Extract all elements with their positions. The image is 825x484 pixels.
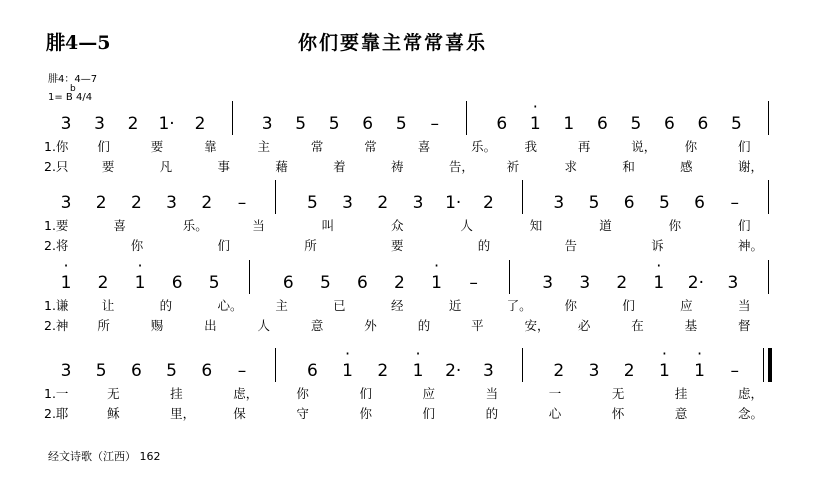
- lyric-verse1: 无: [107, 386, 120, 401]
- note: 6: [694, 193, 705, 213]
- note: 6: [496, 114, 508, 134]
- barline: [232, 101, 233, 135]
- final-barline-thin: [763, 348, 764, 382]
- lyric-verse1: 1.你: [44, 139, 69, 154]
- lyric-verse2: 求: [564, 159, 578, 174]
- note: 3: [94, 114, 105, 134]
- lyric-verse2: 安，: [524, 318, 550, 333]
- note: 3: [60, 361, 72, 381]
- note: 5: [319, 273, 331, 293]
- song-title: 你们要靠主常常喜乐: [298, 32, 488, 54]
- lyric-verse2: 必: [577, 318, 591, 333]
- lyric-verse1: 众: [391, 218, 404, 233]
- barline: [768, 101, 769, 135]
- note: 6: [697, 114, 709, 134]
- lyric-verse1: 我: [524, 139, 537, 154]
- lyric-verse1: 挂: [674, 386, 688, 401]
- note: 6: [362, 114, 374, 134]
- note: 5: [166, 361, 177, 381]
- lyric-verse2: 在: [631, 318, 644, 333]
- barline: [249, 260, 250, 294]
- lyric-verse2: 守: [296, 406, 309, 421]
- lyric-verse1: 们: [359, 386, 372, 401]
- note: 6: [623, 193, 635, 213]
- lyric-verse2: 事: [217, 159, 231, 174]
- source-footer: 经文诗歌（江西） 162: [48, 450, 161, 463]
- note: 6: [356, 273, 368, 293]
- note: 3: [261, 114, 273, 134]
- note: · 1: [130, 272, 150, 294]
- lyric-verse1: 道: [599, 218, 612, 233]
- barline: [522, 348, 523, 382]
- note: · 1: [56, 272, 76, 294]
- lyric-verse2: 出: [204, 318, 217, 333]
- lyric-verse1: 你: [564, 298, 578, 313]
- note: 6: [201, 361, 213, 381]
- song-code: 腓4—5: [46, 32, 111, 54]
- lyric-verse1: 再: [577, 139, 591, 154]
- lyric-verse1: 说，: [631, 139, 657, 154]
- lyric-verse1: 主: [257, 139, 271, 154]
- lyric-verse2: 所: [97, 318, 110, 333]
- lyric-verse2: 的: [417, 318, 431, 333]
- note: 5: [630, 114, 642, 134]
- lyric-verse1: 们: [738, 139, 751, 154]
- lyric-verse1: 当: [252, 218, 265, 233]
- lyric-verse2: 稣: [107, 406, 120, 421]
- note: 2: [201, 193, 213, 213]
- lyric-verse1: 们: [622, 298, 635, 313]
- note: 2: [130, 193, 142, 213]
- lyric-verse1: 喜: [113, 218, 126, 233]
- lyric-verse2: 里，: [170, 406, 196, 421]
- lyric-verse2: 2.耶: [44, 406, 69, 421]
- lyric-verse2: 的: [477, 238, 491, 253]
- lyric-verse1: 应: [680, 298, 693, 313]
- note: 3: [166, 193, 177, 213]
- note: –: [237, 361, 247, 381]
- lyric-verse2: 基: [684, 318, 698, 333]
- lyric-verse1: 要: [150, 139, 164, 154]
- note: 3: [60, 193, 72, 213]
- note: 5: [588, 193, 600, 213]
- lyric-verse2: 藉: [275, 159, 288, 174]
- lyric-verse1: 靠: [204, 139, 217, 154]
- lyric-verse1: 你: [668, 218, 682, 233]
- lyric-verse2: 和: [622, 159, 635, 174]
- lyric-verse1: 挂: [170, 386, 183, 401]
- note: 6: [130, 361, 142, 381]
- lyric-verse1: 乐。: [471, 139, 497, 154]
- lyric-verse2: 心: [548, 406, 562, 421]
- note: 2: [623, 361, 635, 381]
- lyric-verse1: 知: [529, 218, 543, 233]
- lyric-verse2: 神。: [738, 238, 764, 253]
- lyric-verse2: 念。: [738, 406, 764, 421]
- note: 6: [596, 114, 608, 134]
- note: 3: [482, 361, 494, 381]
- lyric-verse1: 喜: [417, 139, 431, 154]
- lyric-verse2: 凡: [159, 159, 173, 174]
- note: 6: [282, 273, 294, 293]
- lyric-verse1: 让: [101, 298, 115, 313]
- note: 5: [731, 114, 742, 134]
- note: 1: [563, 114, 575, 134]
- lyric-verse2: 人: [257, 318, 271, 333]
- lyric-verse2: 祈: [506, 159, 520, 174]
- lyric-verse1: 当: [485, 386, 499, 401]
- lyric-verse2: 们: [422, 406, 436, 421]
- note: 2: [97, 273, 109, 293]
- note: 5: [395, 114, 407, 134]
- note: · 1: [525, 113, 545, 135]
- lyric-verse1: 虑，: [233, 386, 259, 401]
- lyric-verse2: 诉: [651, 238, 664, 253]
- note: 2: [194, 114, 206, 134]
- note: 6: [664, 114, 675, 134]
- note: 2: [553, 361, 565, 381]
- lyric-verse1: 已: [333, 298, 346, 313]
- note: –: [730, 361, 740, 381]
- lyric-verse1: 虑，: [738, 386, 764, 401]
- lyric-verse1: 1.谦: [44, 298, 69, 313]
- flat-sign: b: [70, 84, 76, 94]
- lyric-verse1: 的: [159, 298, 173, 313]
- note: 3: [542, 273, 554, 293]
- note: 5: [306, 193, 318, 213]
- note: · 1: [338, 360, 358, 382]
- lyric-verse2: 感: [680, 159, 693, 174]
- lyric-verse1: 经: [391, 298, 404, 313]
- lyric-verse2: 外: [364, 318, 377, 333]
- lyric-verse2: 的: [485, 406, 499, 421]
- lyric-verse2: 们: [217, 238, 231, 253]
- note: 2·: [687, 273, 704, 293]
- note: 6: [171, 273, 183, 293]
- note: 5: [208, 273, 220, 293]
- lyric-verse1: 无: [611, 386, 625, 401]
- note: · 1: [427, 272, 447, 294]
- lyric-verse2: 你: [130, 238, 144, 253]
- note: 3: [588, 361, 600, 381]
- lyric-verse1: 你: [684, 139, 698, 154]
- lyric-verse1: 应: [422, 386, 436, 401]
- note: · 1: [654, 360, 674, 382]
- note: 6: [306, 361, 318, 381]
- lyric-verse2: 谢，: [738, 159, 764, 174]
- note: 3: [60, 114, 72, 134]
- note: 2: [127, 114, 139, 134]
- barline: [466, 101, 467, 135]
- lyric-verse1: 你: [296, 386, 309, 401]
- note: –: [430, 114, 439, 134]
- note: 3: [342, 193, 353, 213]
- note: 2: [394, 273, 405, 293]
- lyric-verse1: 人: [460, 218, 473, 233]
- note: 5: [328, 114, 340, 134]
- lyric-verse2: 你: [359, 406, 372, 421]
- lyric-verse1: 心。: [217, 298, 243, 313]
- lyric-verse2: 赐: [150, 318, 164, 333]
- lyric-verse1: 常: [364, 139, 377, 154]
- lyric-verse2: 2.只: [44, 159, 69, 174]
- lyric-verse1: 1.一: [44, 386, 69, 401]
- lyric-verse2: 着: [333, 159, 346, 174]
- lyric-verse1: 近: [448, 298, 462, 313]
- lyric-verse2: 所: [304, 238, 317, 253]
- note: · 1: [408, 360, 428, 382]
- lyric-verse2: 督: [738, 318, 751, 333]
- lyric-verse2: 平: [471, 318, 484, 333]
- lyric-verse2: 告: [564, 238, 578, 253]
- note: 5: [295, 114, 307, 134]
- lyric-verse1: 一: [548, 386, 562, 401]
- note: 2: [482, 193, 494, 213]
- final-barline: [768, 348, 772, 382]
- lyric-verse1: 1.要: [44, 218, 69, 233]
- scripture-ref: 腓4：4—7: [48, 74, 98, 85]
- note: –: [730, 193, 740, 213]
- lyric-verse2: 要: [391, 238, 404, 253]
- note: 2: [377, 193, 389, 213]
- note: 3: [553, 193, 565, 213]
- lyric-verse2: 怀: [611, 406, 625, 421]
- note: 2: [377, 361, 389, 381]
- note: 2·: [445, 361, 462, 381]
- barline: [768, 260, 769, 294]
- barline: [275, 348, 276, 382]
- lyric-verse2: 2.神: [44, 318, 69, 333]
- lyric-verse1: 当: [738, 298, 751, 313]
- lyric-verse2: 保: [233, 406, 246, 421]
- note: · 1: [649, 272, 669, 294]
- lyric-verse1: 叫: [321, 218, 335, 233]
- lyric-verse1: 常: [310, 139, 324, 154]
- barline: [275, 180, 276, 214]
- note: 2: [95, 193, 107, 213]
- lyric-verse1: 们: [738, 218, 751, 233]
- note: · 1: [690, 360, 710, 382]
- note: 2: [616, 273, 628, 293]
- note: 5: [95, 361, 107, 381]
- lyric-verse1: 们: [97, 139, 110, 154]
- lyric-verse1: 主: [275, 298, 288, 313]
- note: –: [469, 273, 478, 293]
- lyric-verse2: 意: [674, 406, 688, 421]
- note: 3: [727, 273, 739, 293]
- note: 3: [412, 193, 424, 213]
- note: 3: [579, 273, 591, 293]
- note: 1·: [158, 114, 175, 134]
- lyric-verse2: 告，: [448, 159, 474, 174]
- barline: [522, 180, 523, 214]
- barline: [768, 180, 769, 214]
- lyric-verse2: 意: [310, 318, 324, 333]
- lyric-verse2: 2.将: [44, 238, 69, 253]
- lyric-verse2: 祷: [391, 159, 404, 174]
- lyric-verse2: 要: [101, 159, 115, 174]
- note: –: [237, 193, 247, 213]
- key-signature: 1= B 4/4: [48, 92, 93, 103]
- lyric-verse1: 了。: [506, 298, 532, 313]
- barline: [509, 260, 510, 294]
- lyric-verse1: 乐。: [182, 218, 208, 233]
- note: 1·: [445, 193, 462, 213]
- note: 5: [658, 193, 670, 213]
